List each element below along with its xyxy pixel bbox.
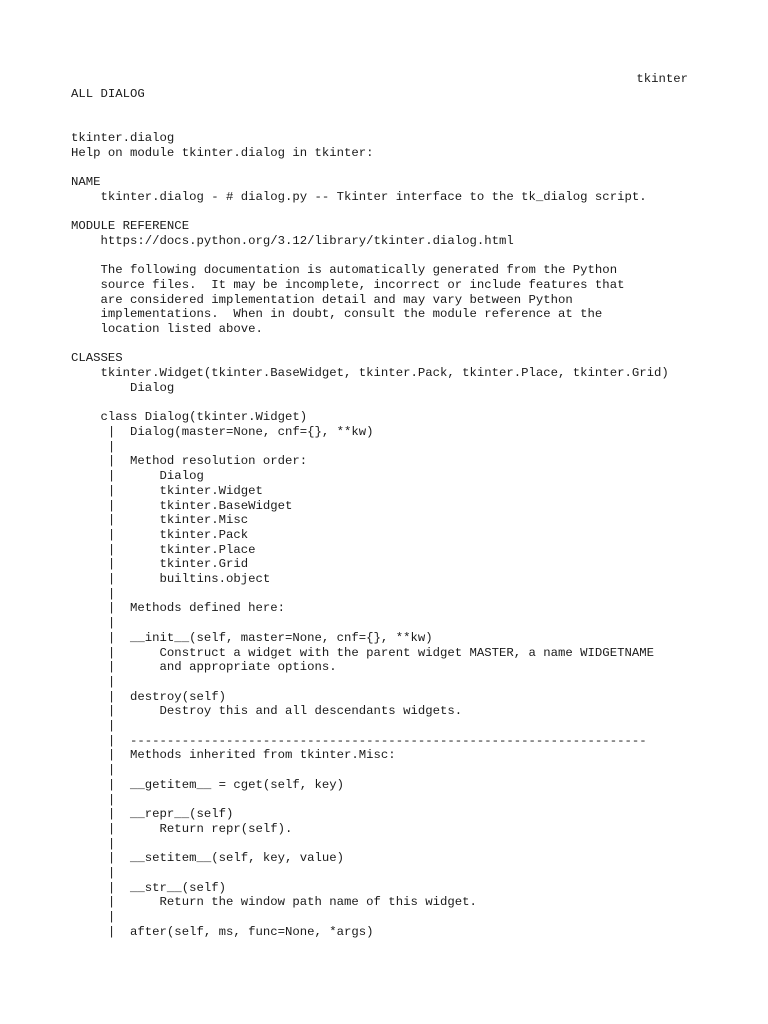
- help-text-line: | Methods defined here:: [71, 601, 286, 616]
- help-text-line: |: [71, 763, 116, 778]
- help-text-line: are considered implementation detail and may vary between Python: [71, 292, 573, 307]
- help-text-line: NAME: [71, 175, 101, 190]
- help-text-line: |: [71, 910, 116, 925]
- help-text-line: |: [71, 792, 116, 807]
- help-text-line: | tkinter.BaseWidget: [71, 498, 293, 513]
- help-text-line: |: [71, 439, 116, 454]
- help-text-line: | Return repr(self).: [71, 821, 293, 836]
- help-text-line: |: [71, 586, 116, 601]
- help-text-line: |: [71, 719, 116, 734]
- page-header-module-name: tkinter: [636, 72, 688, 86]
- help-text-line: class Dialog(tkinter.Widget): [71, 410, 308, 425]
- help-text-line: CLASSES: [71, 351, 123, 366]
- help-text-body: [71, 131, 728, 940]
- help-text-line: |: [71, 866, 116, 881]
- help-text-line: | tkinter.Place: [71, 542, 256, 557]
- help-text-line: | __setitem__(self, key, value): [71, 851, 345, 866]
- help-text-line: | Construct a widget with the parent widget MASTER, a name WIDGETNAME: [71, 645, 654, 660]
- help-text-line: | tkinter.Grid: [71, 557, 249, 572]
- help-text-line: | and appropriate options.: [71, 660, 337, 675]
- help-text-line: [71, 205, 728, 220]
- help-text-line: |: [71, 674, 116, 689]
- help-text-line: Help on module tkinter.dialog in tkinter:: [71, 145, 374, 160]
- help-text-line: | tkinter.Pack: [71, 527, 249, 542]
- help-text-line: | Return the window path name of this widget.: [71, 895, 477, 910]
- help-text-line: | tkinter.Misc: [71, 513, 249, 528]
- help-text-line: | builtins.object: [71, 572, 271, 587]
- help-text-line: location listed above.: [71, 322, 263, 337]
- help-text-line: tkinter.dialog - # dialog.py -- Tkinter interface to the tk_dialog script.: [71, 189, 647, 204]
- help-text-line: | __str__(self): [71, 880, 226, 895]
- help-text-line: | destroy(self): [71, 689, 226, 704]
- help-text-line: | Destroy this and all descendants widgets.: [71, 704, 463, 719]
- help-text-line: | ----------------------------------------------------------------------: [71, 733, 647, 748]
- help-text-line: tkinter.dialog: [71, 131, 175, 145]
- help-text-line: implementations. When in doubt, consult the module reference at the: [71, 307, 603, 322]
- help-text-line: https://docs.python.org/3.12/library/tkinter.dialog.html: [71, 233, 514, 248]
- page-header-section: ALL DIALOG: [71, 87, 145, 101]
- help-text-line: source files. It may be incomplete, incorrect or include features that: [71, 277, 625, 292]
- help-text-line: | after(self, ms, func=None, *args): [71, 924, 374, 939]
- help-text-line: | __getitem__ = cget(self, key): [71, 777, 345, 792]
- help-text-line: [71, 396, 728, 411]
- help-text-line: tkinter.Widget(tkinter.BaseWidget, tkinter.Pack, tkinter.Place, tkinter.Grid): [71, 366, 669, 381]
- help-text-line: | tkinter.Widget: [71, 483, 263, 498]
- help-text-line: MODULE REFERENCE: [71, 219, 190, 234]
- help-text-line: [71, 160, 728, 175]
- help-text-line: [71, 337, 728, 352]
- help-text-line: The following documentation is automatically generated from the Python: [71, 263, 618, 278]
- help-text-line: |: [71, 836, 116, 851]
- help-text-line: | __repr__(self): [71, 807, 234, 822]
- help-text-line: | Methods inherited from tkinter.Misc:: [71, 748, 396, 763]
- help-text-line: Dialog: [71, 380, 175, 395]
- help-text-line: [71, 249, 728, 264]
- help-text-line: |: [71, 616, 116, 631]
- help-text-line: | Dialog(master=None, cnf={}, **kw): [71, 424, 374, 439]
- help-text-line: | __init__(self, master=None, cnf={}, **kw): [71, 630, 433, 645]
- help-text-line: | Method resolution order:: [71, 454, 308, 469]
- help-text-line: | Dialog: [71, 469, 204, 484]
